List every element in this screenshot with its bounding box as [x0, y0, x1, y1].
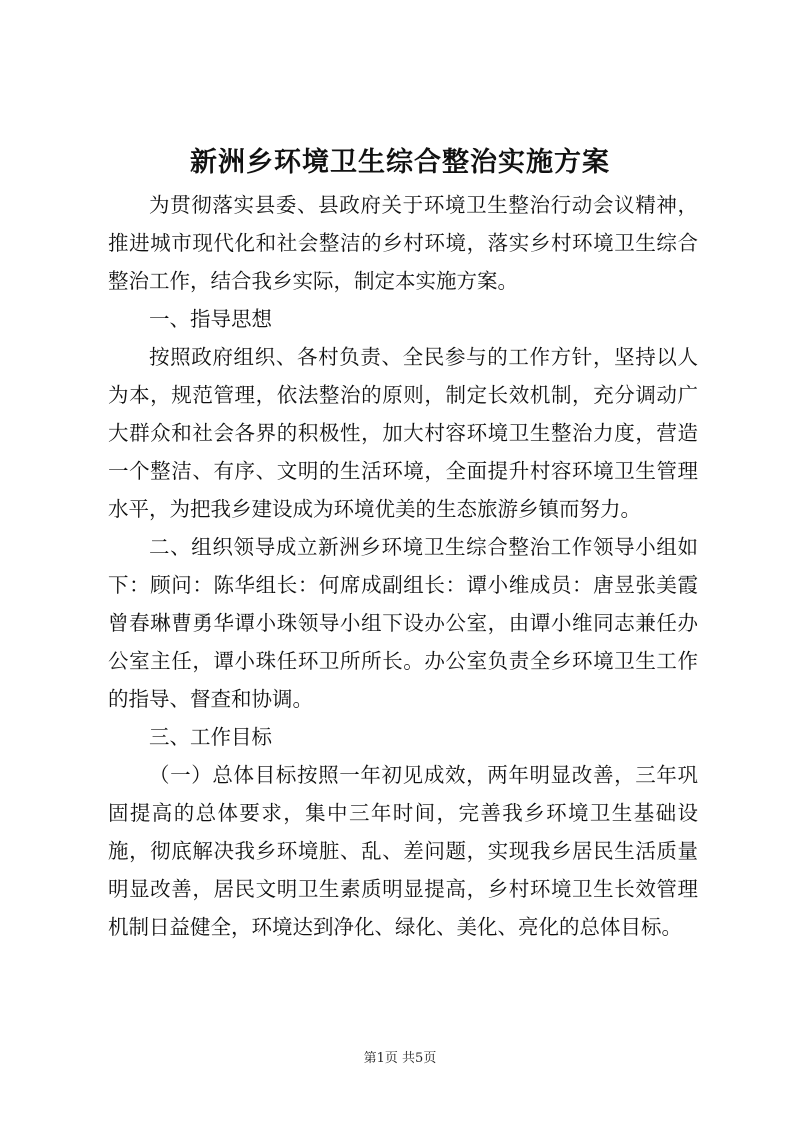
document-title: 新洲乡环境卫生综合整治实施方案 [190, 147, 610, 178]
section-heading-work-goals: 三、工作目标 [149, 725, 272, 749]
overall-goal-paragraph: （一）总体目标按照一年初见成效，两年明显改善，三年巩固提高的总体要求，集中三年时间，完善我乡环境卫生基础设施，彻底解决我乡环境脏、乱、差问题，实现我乡居民生活质量明显改善，居民文明卫生素质明显提高，乡村环境卫生长效管理机制日益健全，环境达到净化、绿化、美化、亮化的总体目标。 [108, 763, 698, 939]
document-body [108, 186, 698, 946]
page-number-footer: 第1页 共5页 [363, 1051, 437, 1066]
intro-paragraph: 为贯彻落实县委、县政府关于环境卫生整治行动会议精神，推进城市现代化和社会整洁的乡村环境，落实乡村环境卫生综合整治工作，结合我乡实际，制定本实施方案。 [108, 193, 698, 293]
section-heading-guiding-ideology: 一、指导思想 [149, 307, 272, 331]
guiding-ideology-paragraph: 按照政府组织、各村负责、全民参与的工作方针，坚持以人为本，规范管理，依法整治的原则，制定长效机制，充分调动广大群众和社会各界的积极性，加大村容环境卫生整治力度，营造一个整洁、有序、文明的生活环境，全面提升村容环境卫生管理水平，为把我乡建设成为环境优美的生态旅游乡镇而努力。 [108, 345, 698, 521]
organization-paragraph: 二、组织领导成立新洲乡环境卫生综合整治工作领导小组如下：顾问：陈华组长：何席成副组长：谭小维成员：唐昱张美霞曾春琳曹勇华谭小珠领导小组下设办公室，由谭小维同志兼任办公室主任，谭小珠任环卫所所长。办公室负责全乡环境卫生工作的指导、督查和协调。 [108, 535, 698, 711]
